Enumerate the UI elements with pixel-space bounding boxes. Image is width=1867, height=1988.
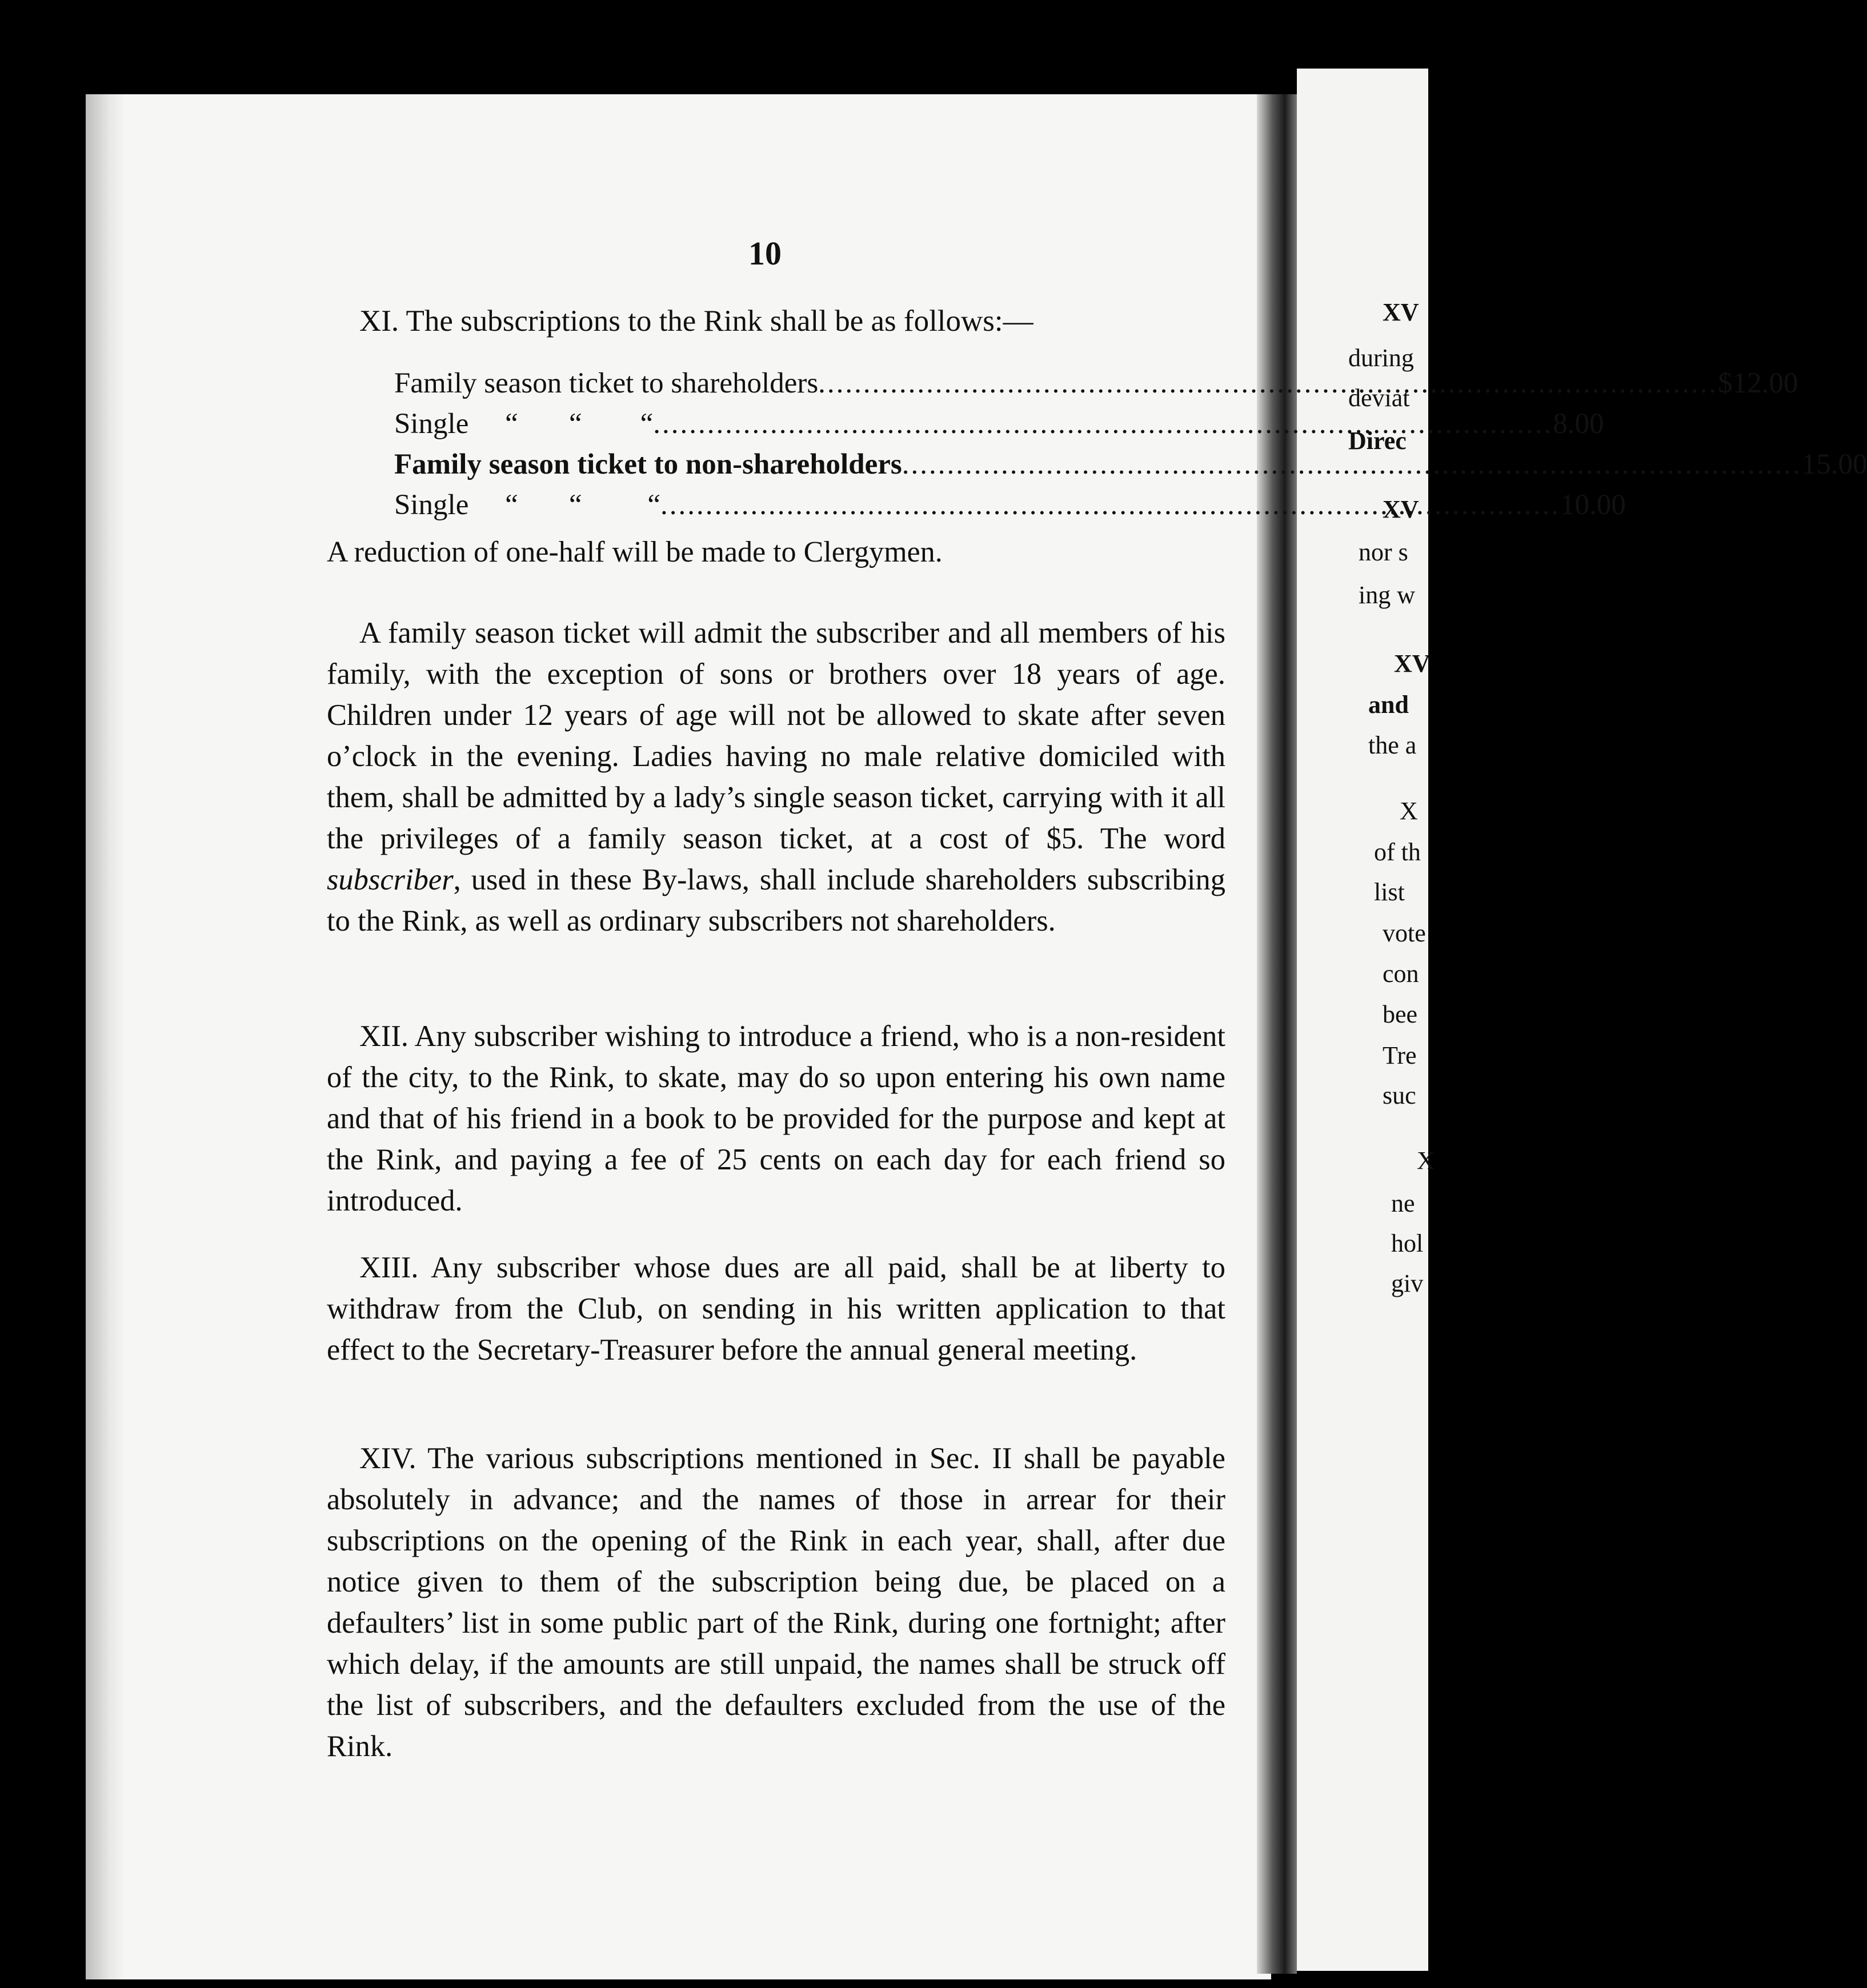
section-xii-paragraph [327,1016,1225,1221]
facing-page-fragment: X [1417,1147,1435,1175]
dot-leader [818,367,1718,400]
facing-page-fragment: the a [1368,731,1417,759]
subscription-amount: 10.00 [1560,489,1626,521]
paragraph-text: A family season ticket will admit the subscriber and all members of his family, with the exception of sons or brothers over 18 years of age. Children under 12 years of age will not be allowed to skate after seven o’clock in the evening. Ladies having no male relative domiciled with them, shall be admitted by a lady’s single season ticket, carrying with it all the privileges of a family season ticket, at a cost of $5. The word [327,616,1225,855]
facing-page-fragment: giv [1391,1269,1424,1297]
subscription-amount: 15.00 [1801,448,1867,480]
facing-page-fragment: suc [1383,1081,1416,1109]
subscription-label: Single “ “ “ [394,408,654,440]
facing-page-fragment: vote [1383,919,1426,947]
facing-page-fragment: con [1383,960,1419,988]
facing-page-fragment: nor s [1359,538,1408,566]
section-xi-heading: XI. The subscriptions to the Rink shall be as follows:— [359,304,1033,338]
italic-term: subscriber [327,863,454,896]
facing-page-fragment: Tre [1383,1041,1417,1069]
facing-page-fragment: deviat [1348,384,1410,412]
facing-page-fragment: XV [1394,650,1431,678]
section-xiv-paragraph [327,1438,1225,1767]
section-xiii-paragraph [327,1247,1225,1370]
family-ticket-paragraph [327,612,1225,941]
facing-page-fragment: bee [1383,1000,1418,1028]
subscription-amount: $12.00 [1718,367,1798,399]
clergy-reduction-note: A reduction of one-half will be made to Clergymen. [327,536,943,568]
facing-page-fragment: XV [1383,495,1419,523]
facing-page-fragment: and [1368,691,1409,719]
subscription-label: Family season ticket to shareholders [394,367,819,399]
facing-page-fragment: of th [1374,838,1421,866]
facing-page-fragment: hol [1391,1229,1424,1257]
section-xii-text: XII. Any subscriber wishing to introduce a friend, who is a non-resident of the city, to the Rink, to skate, may do so upon entering his own name and that of his friend in a book to be provided for the purpose and kept at the Rink, and paying a fee of 25 cents on each day for each friend so introduced. [327,1020,1225,1217]
subscription-label: Single “ “ “ [394,489,660,521]
paragraph-text: , used in these By-laws, shall include shareholders subscribing to the Rink, as well as ordinary subscribers not shareholders. [327,863,1225,937]
facing-page-fragment: list [1374,878,1405,906]
section-xiv-text: XIV. The various subscriptions mentioned in Sec. II shall be payable absolutely in advance; and the names of those in arrear for their subscriptions on the opening of the Rink in each year, shall, after due notice given to them of the subscription being due, be placed on a defaulters’ list in some public part of the Rink, during one fortnight; after which delay, if the amounts are still unpaid, the names shall be struck off the list of subscribers, and the defaulters excluded from the use of the Rink. [327,1442,1225,1763]
facing-page-fragment: during [1348,344,1414,372]
subscription-row [394,448,1867,488]
facing-page-fragment: Direc [1348,427,1407,455]
facing-page-fragment: XV [1383,298,1419,326]
facing-page-fragment: X [1400,797,1418,825]
facing-page-fragment: ing w [1359,581,1415,609]
subscription-label: Family season ticket to non-shareholders [394,448,902,480]
page-number: 10 [748,235,782,272]
facing-page-fragment: ne [1391,1189,1415,1217]
subscription-amount: 8.00 [1553,408,1604,440]
section-xiii-text: XIII. Any subscriber whose dues are all paid, shall be at liberty to withdraw from the Club, on sending in his written application to that effect to the Secretary-Treasurer before the annual general meeting. [327,1251,1225,1366]
page-edge-shadow [86,94,126,1979]
